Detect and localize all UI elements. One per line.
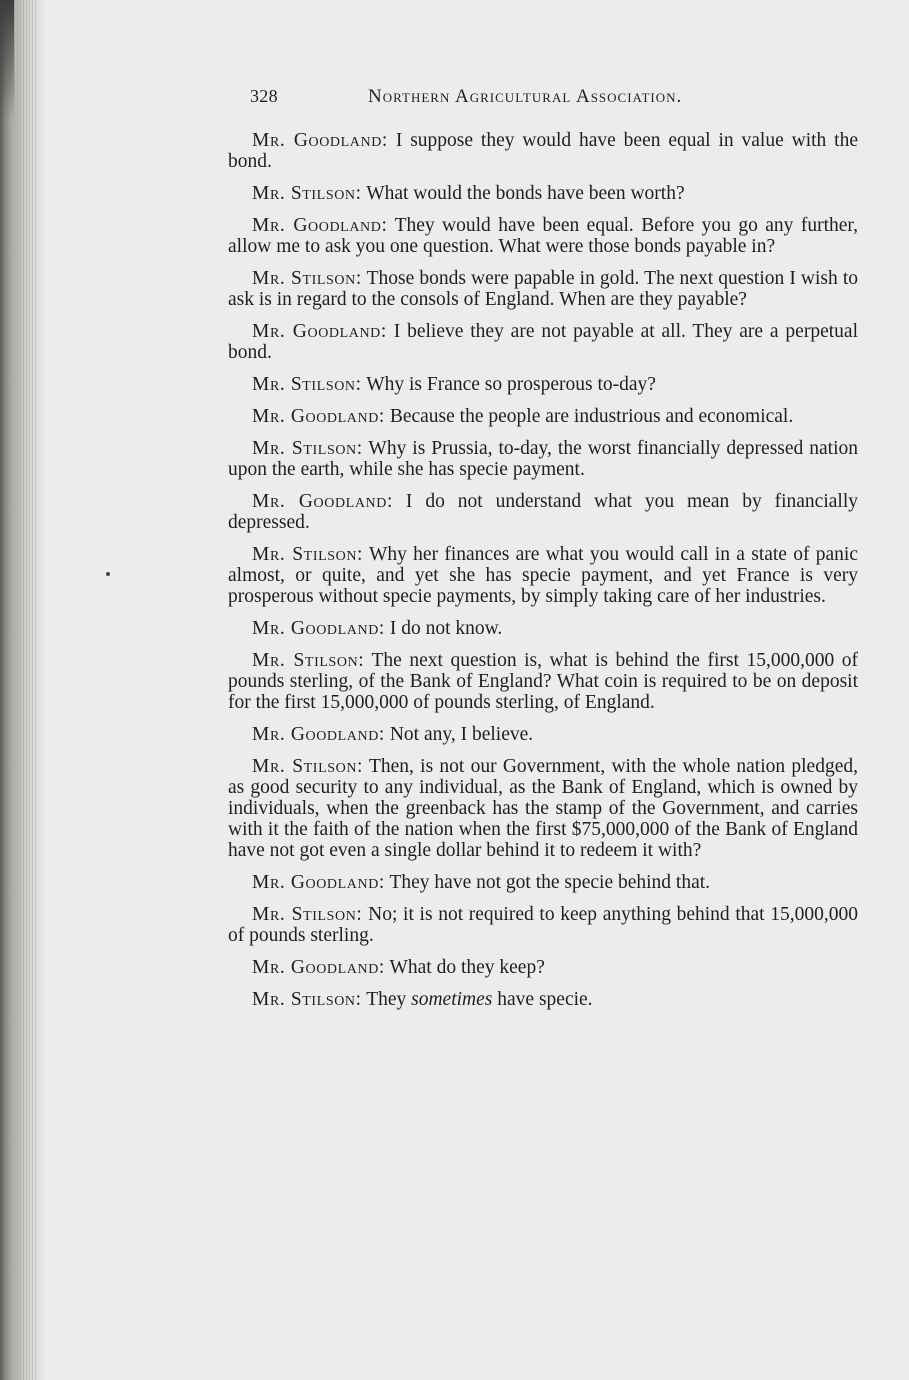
dialogue-paragraph bbox=[228, 618, 858, 639]
page-edges bbox=[14, 0, 38, 1380]
speaker-name: Mr. Stilson: bbox=[252, 183, 362, 204]
paragraph-text: No; it is not required to keep anything behind that 15,000,000 of pounds sterling. bbox=[228, 904, 858, 946]
speaker-name: Mr. Stilson: bbox=[252, 374, 362, 395]
paragraph-text: I do not understand what you mean by financially depressed. bbox=[228, 491, 858, 533]
paragraph-text: Because the people are industrious and economical. bbox=[384, 406, 794, 427]
dialogue-paragraph bbox=[228, 374, 858, 395]
speaker-name: Mr. Goodland: bbox=[252, 215, 388, 236]
dialogue-paragraph bbox=[228, 756, 858, 861]
dialogue-paragraph bbox=[228, 215, 858, 257]
paragraph-text: What do they keep? bbox=[384, 957, 545, 978]
dialogue-paragraph bbox=[228, 904, 858, 946]
dialogue-paragraph bbox=[228, 957, 858, 978]
speaker-name: Mr. Goodland: bbox=[252, 130, 388, 151]
speaker-name: Mr. Goodland: bbox=[252, 406, 385, 427]
speaker-name: Mr. Goodland: bbox=[252, 872, 385, 893]
dialogue-paragraph bbox=[228, 872, 858, 893]
paragraph-text: What would the bonds have been worth? bbox=[361, 183, 685, 204]
speaker-name: Mr. Goodland: bbox=[252, 957, 385, 978]
dialogue-paragraph bbox=[228, 650, 858, 713]
dialogue-paragraph bbox=[228, 268, 858, 310]
dialogue-paragraph bbox=[228, 491, 858, 533]
paragraph-text: Then, is not our Government, with the whole nation pledged, as good security to any individual, as the Bank of England, which is owned by individuals, when the greenback has the stamp of the Government, and carries with it the faith of the nation when the first $75,000,000 of the Bank of England have not got even a single dollar behind it to redeem it with? bbox=[228, 756, 858, 861]
dialogue-paragraph bbox=[228, 406, 858, 427]
dialogue-paragraph bbox=[228, 321, 858, 363]
paragraph-text: Not any, I believe. bbox=[384, 724, 534, 745]
speaker-name: Mr. Stilson: bbox=[252, 438, 363, 459]
paragraph-text: They would have been equal. Before you go any further, allow me to ask you one question. What were those bonds payable in? bbox=[228, 215, 858, 257]
emphasized-word: sometimes bbox=[411, 989, 493, 1010]
dialogue-paragraph bbox=[228, 130, 858, 172]
running-title: Northern Agricultural Association. bbox=[368, 86, 683, 107]
paragraph-text: I believe they are not payable at all. They are a perpetual bond. bbox=[228, 321, 858, 363]
paragraph-text: Those bonds were papable in gold. The next question I wish to ask is in regard to the consols of England. When are they payable? bbox=[228, 268, 858, 310]
speaker-name: Mr. Goodland: bbox=[252, 321, 387, 342]
dialogue-paragraph bbox=[228, 544, 858, 607]
paragraph-text: I do not know. bbox=[384, 618, 503, 639]
paragraph-text: have specie. bbox=[492, 989, 593, 1010]
paragraph-text: They have not got the specie behind that. bbox=[384, 872, 711, 893]
paragraph-text: I suppose they would have been equal in value with the bond. bbox=[228, 130, 858, 172]
speaker-name: Mr. Stilson: bbox=[252, 544, 364, 565]
speaker-name: Mr. Stilson: bbox=[252, 756, 364, 777]
speaker-name: Mr. Stilson: bbox=[252, 989, 362, 1010]
page-header bbox=[250, 86, 770, 118]
page-number: 328 bbox=[250, 86, 278, 106]
ink-speck bbox=[106, 572, 110, 576]
speaker-name: Mr. Goodland: bbox=[252, 618, 385, 639]
speaker-name: Mr. Stilson: bbox=[252, 904, 363, 925]
speaker-name: Mr. Goodland: bbox=[252, 491, 393, 512]
speaker-name: Mr. Goodland: bbox=[252, 724, 385, 745]
paragraph-text: They bbox=[361, 989, 412, 1010]
paragraph-text: Why is Prussia, to-day, the worst financially depressed nation upon the earth, while she has specie payment. bbox=[228, 438, 858, 480]
speaker-name: Mr. Stilson: bbox=[252, 650, 365, 671]
dialogue-paragraph bbox=[228, 438, 858, 480]
paragraph-text: The next question is, what is behind the first 15,000,000 of pounds sterling, of the Bank of England? What coin is required to be on deposit for the first 15,000,000 of pounds sterling, of England. bbox=[228, 650, 858, 713]
dialogue-paragraph bbox=[228, 724, 858, 745]
paragraph-text: Why her finances are what you would call in a state of panic almost, or quite, and yet she has specie payment, and yet France is very prosperous without specie payments, by simply taking care of her industries. bbox=[228, 544, 858, 607]
dialogue-paragraph bbox=[228, 183, 858, 204]
page-body bbox=[228, 130, 858, 1021]
speaker-name: Mr. Stilson: bbox=[252, 268, 362, 289]
dialogue-paragraph bbox=[228, 989, 858, 1010]
paragraph-text: Why is France so prosperous to-day? bbox=[361, 374, 656, 395]
